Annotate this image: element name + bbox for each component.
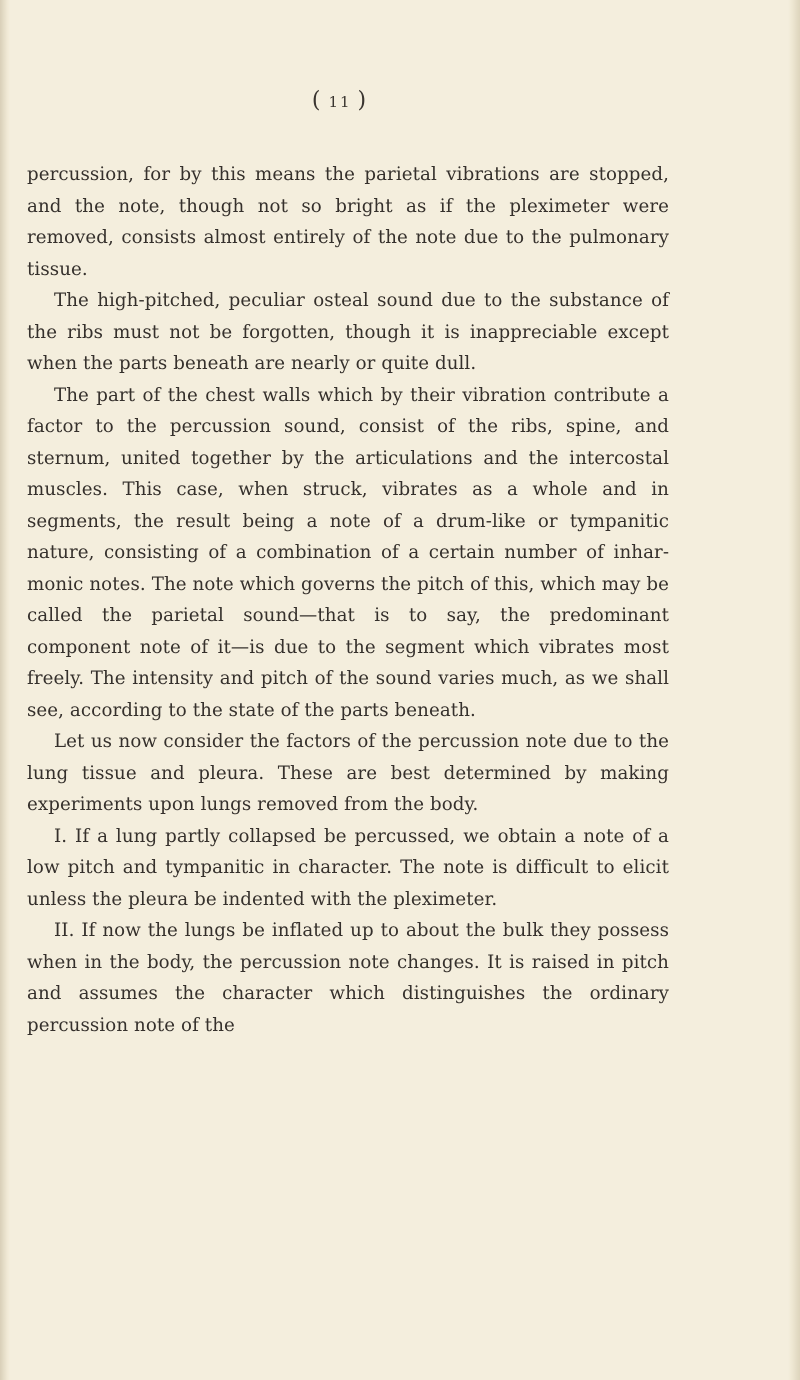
paragraph: I. If a lung partly collapsed be percussed, we obtain a note of a low pitch and tympanitic in character. The note is difficult to elicit unless the pleura be indented with the pleximeter. <box>27 825 669 910</box>
page-number: ( 11 ) <box>311 88 369 113</box>
paragraph: The part of the chest walls which by their vibration contribute a factor to the percussion sound, consist of the ribs, spine, and sternum, united together by the articulations and the intercostal muscles. This case, when struck, vibrates as a whole and in segments, the result being a note of a drum-like or tympanitic nature, consisting of a combination of a certain number of inharmonic notes. The note which governs the pitch of this, which may be called the parietal sound—that is to say, the predominant component note of it—is due to the segment which vibrates most freely. The intensity and pitch of the sound varies much, as we shall see, according to the state of the parts beneath. <box>27 384 669 721</box>
paragraph: II. If now the lungs be inflated up to about the bulk they possess when in the body, the percussion note changes. It is raised in pitch and assumes the character which distinguishes the ordinary percussion note of the <box>27 920 669 1036</box>
page-left-edge <box>0 0 10 1380</box>
page-right-edge <box>788 0 800 1380</box>
body-text <box>27 159 669 1041</box>
paragraph: The high-pitched, peculiar osteal sound due to the substance of the ribs must not be forgotten, though it is inappreciable except when the parts beneath are nearly or quite dull. <box>27 290 669 374</box>
paragraph: Let us now consider the factors of the percussion note due to the lung tissue and pleura. These are best determined by making experiments upon lungs removed from the body. <box>27 731 669 815</box>
paragraph: percussion, for by this means the parietal vibrations are stopped, and the note, though not so bright as if the pleximeter were removed, consists almost entirely of the note due to the pulmonary tissue. <box>27 164 669 280</box>
page-number-value: 11 <box>328 93 352 111</box>
